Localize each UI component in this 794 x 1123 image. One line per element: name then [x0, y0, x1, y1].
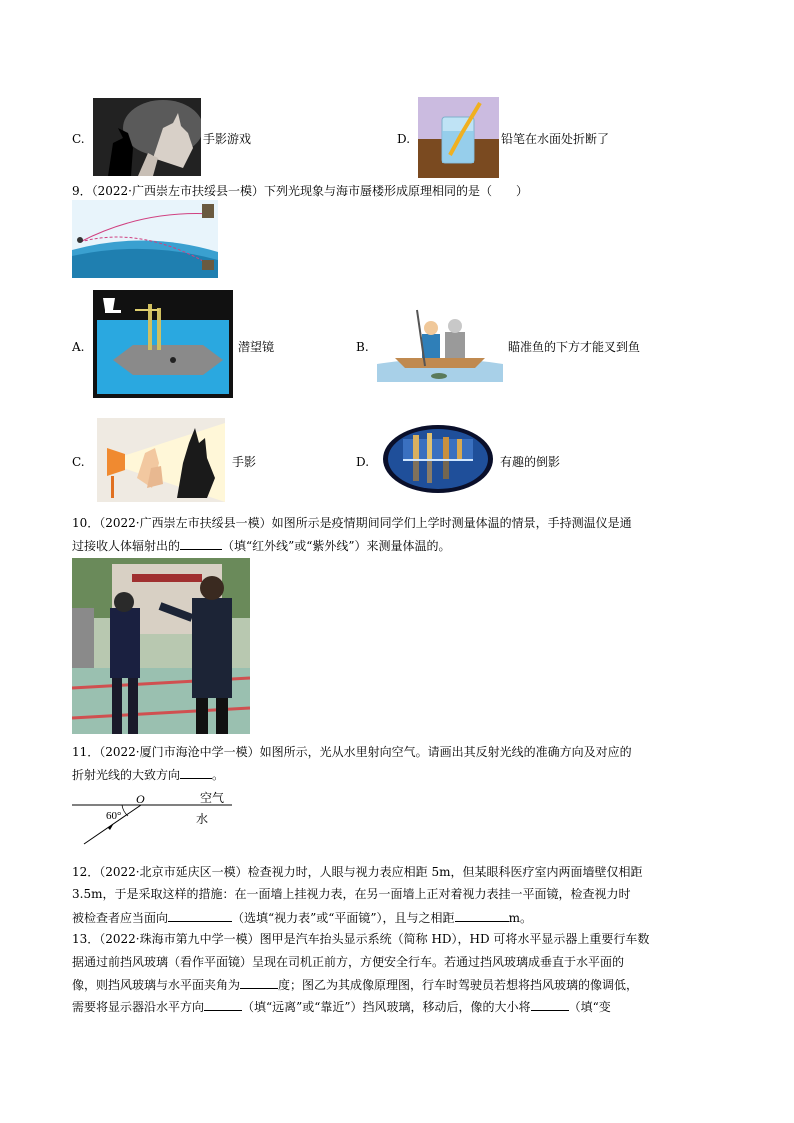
question-13-line4-b: （填“远离”或“靠近”）挡风玻璃，移动后，像的大小将 [242, 1000, 531, 1014]
question-11-line2 [72, 766, 224, 783]
pencil-in-water-image [418, 97, 499, 178]
point-o-label: O [136, 792, 145, 806]
question-12-line1: 12．（2022·北京市延庆区一模）检查视力时，人眼与视力表应相距 5m，但某眼科医疗室内两面墙壁仅相距 [72, 865, 643, 879]
question-12-line3-a: 被检查者应当面向 [72, 911, 169, 925]
question-13-line4 [72, 998, 611, 1015]
option-c-label: C. [72, 132, 85, 146]
q9-option-c-label: C. [72, 455, 85, 469]
q9-option-b-text: 瞄准鱼的下方才能叉到鱼 [508, 340, 641, 354]
q9-option-b-label: B. [356, 340, 369, 354]
question-13-line3-a: 像，则挡风玻璃与水平面夹角为 [72, 978, 241, 992]
question-12-line3-c: m。 [508, 911, 532, 925]
air-label: 空气 [200, 791, 225, 805]
temperature-check-photo [72, 558, 250, 734]
question-12-line3-b: （选填“视力表”或“平面镜”），且与之相距 [232, 911, 455, 925]
reflection-image [383, 425, 493, 493]
question-13-line3-b: 度；图乙为其成像原理图，行车时驾驶员若想将挡风玻璃的像调低， [278, 978, 639, 992]
shadow-puppet-image [97, 418, 225, 502]
answer-blank-q13-1[interactable] [240, 976, 278, 989]
option-c-text: 手影游戏 [203, 132, 252, 146]
answer-blank-q13-2[interactable] [204, 998, 242, 1011]
question-12-line2: 3.5m，于是采取这样的措施：在一面墙上挂视力表，在另一面墙上正对着视力表挂一平面镜，检查视力时 [72, 887, 631, 901]
q9-option-a-label: A. [72, 340, 85, 354]
answer-blank-q10[interactable] [180, 537, 222, 550]
question-10-line2-b: （填“红外线”或“紫外线”）来测量体温的。 [222, 539, 451, 553]
fishing-spear-image [377, 306, 503, 382]
question-10-line1: 10．（2022·广西崇左市扶绥县一模）如图所示是疫情期间同学们上学时测量体温的情景，手持测温仪是通 [72, 516, 632, 530]
question-11-line1: 11．（2022·厦门市海沧中学一模）如图所示，光从水里射向空气。请画出其反射光线的准确方向及对应的 [72, 745, 632, 759]
question-13-line4-a: 需要将显示器沿水平方向 [72, 1000, 205, 1014]
question-10-line2-a: 过接收人体辐射出的 [72, 539, 181, 553]
question-11-line2-b: 。 [212, 768, 225, 782]
angle-label: 60° [106, 810, 122, 822]
mirage-diagram [72, 200, 218, 278]
answer-blank-q13-3[interactable] [531, 998, 569, 1011]
question-13-line4-c: （填“变 [568, 1000, 611, 1014]
periscope-image [93, 290, 233, 398]
question-9-stem: 9．（2022·广西崇左市扶绥县一模）下列光现象与海市蜃楼形成原理相同的是（ ） [72, 184, 528, 198]
option-d-label: D. [397, 132, 411, 146]
question-13-line2: 据通过前挡风玻璃（看作平面镜）呈现在司机正前方，方便安全行车。若通过挡风玻璃成垂直于水平面的 [72, 955, 625, 969]
refraction-diagram [72, 788, 232, 858]
answer-blank-q11[interactable] [180, 766, 212, 779]
q9-option-a-text: 潜望镜 [238, 340, 275, 354]
question-10-line2 [72, 537, 451, 554]
question-11-line2-a: 折射光线的大致方向 [72, 768, 181, 782]
hand-shadow-image [93, 98, 201, 176]
option-d-text: 铅笔在水面处折断了 [501, 132, 610, 146]
question-13-line1: 13．（2022·珠海市第九中学一模）图甲是汽车抬头显示系统（简称 HD），HD 可将水平显示器上重要行车数 [72, 932, 650, 946]
answer-blank-q12-2[interactable] [455, 909, 509, 922]
q9-option-d-label: D. [356, 455, 370, 469]
question-13-line3 [72, 976, 638, 993]
water-label: 水 [196, 812, 209, 826]
q9-option-d-text: 有趣的倒影 [500, 455, 561, 469]
answer-blank-q12-1[interactable] [168, 909, 232, 922]
q9-option-c-text: 手影 [232, 455, 257, 469]
question-12-line3 [72, 909, 532, 926]
